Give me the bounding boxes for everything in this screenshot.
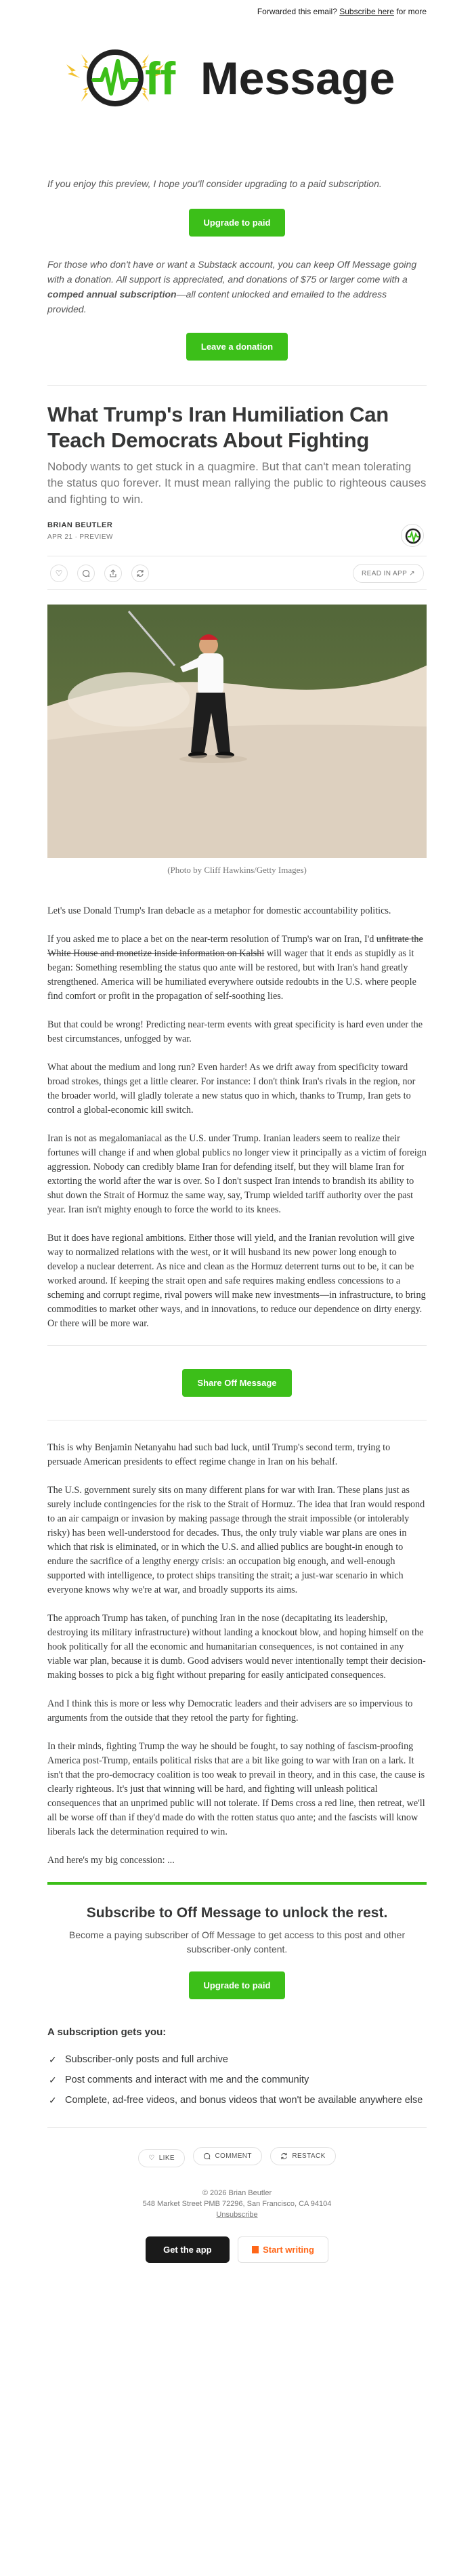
like-icon[interactable]: ♡ [50,565,68,582]
body-paragraph: And I think this is more or less why Democratic leaders and their advisers are so impervious to arguments from the outside that they retool the party for fighting. [47,1698,413,1723]
get-app-button[interactable]: Get the app [146,2236,230,2263]
heart-icon: ♡ [148,2154,155,2162]
donation-text-bold: comped annual subscription [47,289,177,300]
body-paragraph: Let's use Donald Trump's Iran debacle as a metaphor for domestic accountability politics. [47,905,391,916]
footer-like-button[interactable] [138,2149,185,2167]
perk-item [47,2073,427,2087]
footer-legal [47,2188,427,2220]
comment-icon [203,2152,211,2160]
comment-icon[interactable] [77,565,95,582]
perk-text: Subscriber-only posts and full archive [65,2054,228,2065]
post-date: APR 21 [47,533,73,541]
perk-text: Post comments and interact with me and the community [65,2074,309,2085]
footer-restack-button[interactable] [270,2147,335,2165]
post-body [47,904,427,1868]
upgrade-button-paywall[interactable]: Upgrade to paid [189,1971,286,1999]
restack-icon[interactable] [131,565,149,582]
perk-item [47,2093,427,2107]
preview-notice: If you enjoy this preview, I hope you'll consider upgrading to a paid subscription. [47,178,382,189]
body-paragraph: In their minds, fighting Trump the way he should be fought, to say nothing of fascism-proofing America post-Trump, entails political risks that are a bit like going to war with Iran on a lark. It isn't that the pro-democracy coalition is too weak to prevail in theory, and in this case, the cause is clearly righteous. It's just that winning will be hard, and fighting will unleash political consequences that an unprimed public will not tolerate. If Dems cross a red line, then retreat, we'll all be worse off than if they'd made do with the rotten status quo ante; and the fascists will know liberals lack the determination required to win. [47,1741,425,1837]
body-paragraph: The U.S. government surely sits on many different plans for war with Iran. These plans just as surely include contingencies for the risk to the Strait of Hormuz. The idea that Iran would respond to an air campaign or invasion by making passage through the strait impossible (or intolerably risky) has been well-understood for decades. Thus, the only truly viable war plans are ones in which that risk is eliminated, or in which the U.S. and allied publics are bought-in enough to endure the sacrifice of a lengthy energy crisis: an occupation big enough, and well-enough supported with intelligence, to protect ships transiting the strait; a just-war scenario in which everyone knows why we're at war, and broadly supports its aims. [47,1485,425,1595]
body-paragraph: And here's my big concession: ... [47,1855,175,1866]
start-writing-label: Start writing [263,2245,314,2255]
paywall-subtitle: Become a paying subscriber of Off Message to get access to this post and other subscriber-only content. [68,1929,406,1955]
forwarded-bar [47,0,427,20]
perks-title: A subscription gets you: [47,2026,167,2038]
footer-comment-label: COMMENT [215,2152,252,2160]
external-link-icon: ↗ [409,570,415,577]
logo-text-off: ff [145,53,176,104]
post-title[interactable]: What Trump's Iran Humiliation Can Teach Democrats About Fighting [47,403,389,452]
restack-icon [280,2152,288,2160]
perk-item [47,2053,427,2066]
body-paragraph: But that could be wrong! Predicting near-term events with great specificity is hard even under the best circumstances, unfogged by war. [47,1019,423,1044]
forwarded-text: Forwarded this email? [257,7,337,16]
avatar-logo-icon [402,525,425,548]
forwarded-suffix: for more [396,7,427,16]
avatar[interactable] [401,524,424,547]
body-paragraph: What about the medium and long run? Even harder! As we drift away from specificity toward broad strokes, things get a little clearer. For instance: I don't think Iran's rivals in the region, nor the broader world, will gladly tolerate a new status quo in which, thanks to Trump, Iran gets to control a global-economic kill switch. [47,1062,416,1116]
body-paragraph-text: will wager that it ends as stupidly as it began: Something resembling the status quo ante will be restored, but with Iran's hand greatly strengthened. America will be humiliated everywhere outside redoubts in the U.S. where people find comfort or profit in the propagation of self-soothing lies. [47,948,416,1002]
share-publication-button[interactable]: Share Off Message [182,1369,291,1397]
unsubscribe-link[interactable]: Unsubscribe [216,2211,258,2219]
check-icon: ✓ [49,2095,57,2106]
upgrade-button-top[interactable]: Upgrade to paid [189,209,286,237]
substack-logo-icon [252,2246,259,2253]
donation-text-b: —all content unlocked and emailed to the address provided. [47,289,387,314]
subscribe-link[interactable]: Subscribe here [339,7,394,16]
post-header [47,402,427,541]
perk-text: Complete, ad-free videos, and bonus videos that won't be available anywhere else [65,2095,423,2106]
read-in-app-label: READ IN APP [362,570,408,577]
footer-like-label: LIKE [158,2154,175,2162]
footer-restack-label: RESTACK [292,2152,326,2160]
body-paragraph: The approach Trump has taken, of punching Iran in the nose (decapitating its leadership, destroying its military infrastructure) without landing a knockout blow, and hoping himself on the hook politically for all the economic and humanitarian consequences, is not contained in any viable war plan, because it is dumb. Good advisers would never intentionally tempt their decision-making bosses to pick a big fight without preparing for easily anticipated consequences. [47,1613,426,1681]
divider [47,385,427,386]
post-meta: APR 21 ∙ PREVIEW [47,533,113,541]
logo-text-message: Message [200,53,395,104]
body-paragraph-text: If you asked me to place a bet on the near-term resolution of Trump's war on Iran, I'd [47,934,374,945]
donation-button[interactable]: Leave a donation [186,333,288,361]
footer-comment-button[interactable] [193,2147,261,2165]
body-paragraph: But it does have regional ambitions. Either those will yield, and the Iranian revolution will give way to normalized relations with the west, or it will husband its new power long enough to develop a nuclear deterrent. As nice and clean as the Hormuz deterrent turns out to be, it can be worked around. If keeping the strait open and safe requires making endless concessions to a scheming and corrupt regime, rival powers will make new investments—in infrastructure, to bring commodities to market other ways, and in innovations, to reduce our dependence on dirty energy. Or there will be more war. [47,1233,426,1329]
share-icon[interactable] [104,565,122,582]
check-icon: ✓ [49,2054,57,2065]
body-paragraph [47,933,427,1004]
divider [47,2127,427,2128]
paywall-title: Subscribe to Off Message to unlock the rest. [86,1905,388,1921]
footer-actions [47,2147,427,2167]
donation-text [47,257,427,316]
start-writing-button[interactable] [238,2236,328,2263]
body-paragraph: Iran is not as megalomaniacal as the U.S. under Trump. Iranian leaders seem to realize their fortunes will change if and when global publics no longer view it principally as a victim of foreign aggression. Nobody can credibly blame Iran for defending itself, but they will blame Iran for extorting the world after the war is over. So I don't suspect Iran intends to brandish its ability to shut down the Strait of Hormuz the same way, say, Trump wielded tariff authority over the past year. Iran isn't mighty enough to force the world to its knees. [47,1133,427,1215]
body-strikethrough: unfitrate the White House and monetize inside information on Kalshi [47,934,423,959]
divider [47,1345,427,1346]
post-subtitle: Nobody wants to get stuck in a quagmire. But that can't mean tolerating the status quo forever. It must mean rallying the public to righteous causes and fighting to win. [47,460,427,506]
post-actions-bar [47,556,427,590]
address: 548 Market Street PMB 72296, San Francisco, CA 94104 [142,2200,332,2208]
off-message-logo [61,27,413,129]
post-tag: PREVIEW [79,533,113,541]
author-name[interactable]: BRIAN BEUTLER [47,521,113,529]
photo-caption: (Photo by Cliff Hawkins/Getty Images) [167,865,307,875]
golf-bunker-photo [47,605,427,858]
footer-cta [47,2236,427,2263]
publication-logo[interactable] [47,27,427,129]
check-icon: ✓ [49,2074,57,2085]
body-paragraph: This is why Benjamin Netanyahu had such bad luck, until Trump's second term, trying to persuade American presidents to effect regime change in Iran on his behalf. [47,1442,391,1467]
post-photo[interactable] [47,605,427,858]
read-in-app-button[interactable] [353,564,424,583]
donation-text-a: For those who don't have or want a Substack account, you can keep Off Message going with a donation. All support is appreciated, and donations of $75 or larger come with a [47,259,417,285]
paywall [47,1882,427,2107]
copyright: © 2026 Brian Beutler [202,2189,272,2197]
